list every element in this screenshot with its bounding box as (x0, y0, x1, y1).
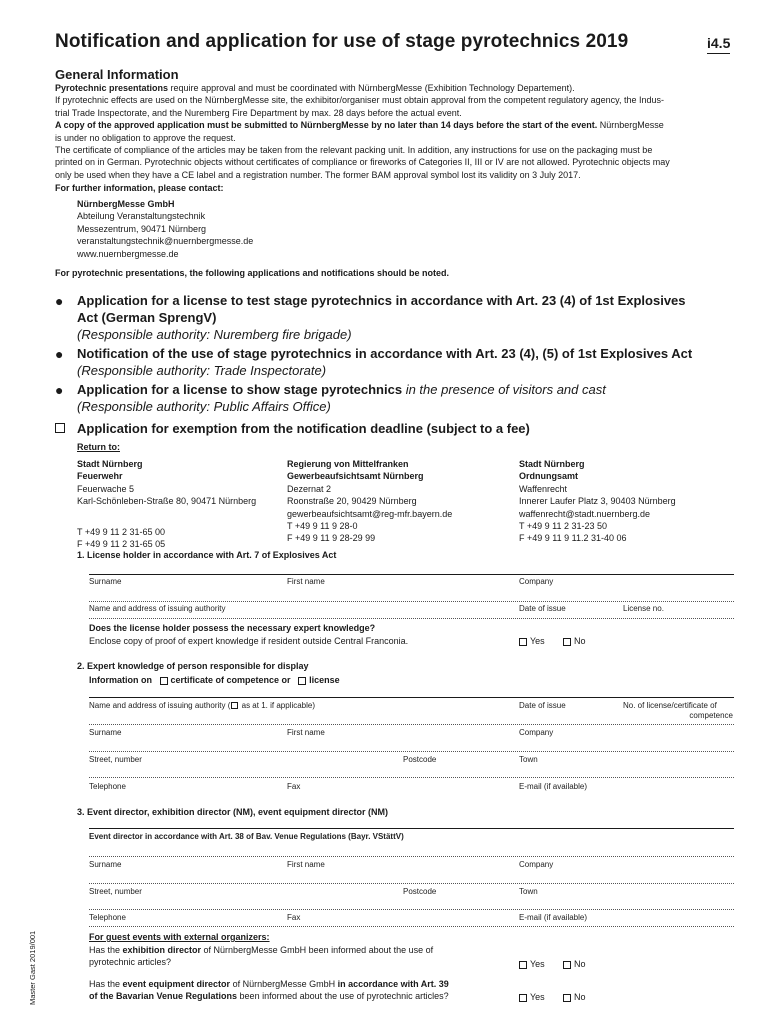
surname-field-label: Surname (89, 860, 122, 869)
page-title: Notification and application for use of stage pyrotechnics 2019 (55, 31, 629, 52)
q1-text: of NürnbergMesse GmbH been informed about the use of (201, 945, 434, 955)
expert-knowledge-question: Does the license holder possess the necessary expert knowledge? (89, 623, 376, 633)
q2-text: been informed about the use of pyrotechnic articles? (237, 991, 449, 1002)
q2-text: Has the (89, 979, 123, 989)
p3-rest: NürnbergMesse (597, 120, 664, 131)
q2-text: of NürnbergMesse GmbH (230, 979, 338, 989)
town-field-label: Town (519, 755, 538, 764)
license-label: license (309, 675, 340, 685)
yes-checkbox[interactable] (519, 961, 527, 969)
date-of-issue-field-label: Date of issue (519, 604, 566, 613)
yes-checkbox[interactable] (519, 994, 527, 1002)
address-line: Waffenrecht (519, 483, 568, 494)
address-line: Karl-Schönleben-Straße 80, 90471 Nürnberg (77, 496, 257, 507)
address-line: Ordnungsamt (519, 471, 579, 482)
q1-yes-option[interactable] (519, 958, 545, 970)
p4c: only be used when they have a CE label and a registration number. The former BAM approval symbol lost its validity on 3 July 2017. (55, 169, 581, 180)
info-on-label: Information on (89, 675, 152, 685)
address-line: Stadt Nürnberg (77, 459, 143, 469)
info-on-row (89, 674, 340, 686)
bullet-icon: ● (55, 346, 64, 362)
license-number-label-2: competence (689, 711, 733, 720)
street-field-label: Street, number (89, 755, 142, 764)
address-phone: T +49 9 11 9 28-0 (287, 521, 358, 532)
address-line: Roonstraße 20, 90429 Nürnberg (287, 496, 417, 507)
q1-bold: exhibition director (122, 945, 202, 955)
surname-field-label: Surname (89, 577, 122, 586)
q1-text: Has the (89, 945, 123, 955)
address-line: Feuerwache 5 (77, 483, 135, 494)
field-rule (89, 777, 734, 778)
no-label: No (574, 992, 586, 1002)
bullet-item-notification (77, 345, 737, 379)
no-label: No (574, 636, 586, 646)
address-line (77, 508, 256, 520)
contact-website: www.nuernbergmesse.de (77, 248, 179, 259)
postcode-field-label: Postcode (403, 755, 437, 764)
address-line: Stadt Nürnberg (519, 459, 585, 469)
bullet-text: Act (German SprengV) (77, 310, 217, 325)
field-rule (89, 724, 734, 725)
address-email: gewerbeaufsichtsamt@reg-mfr.bayern.de (287, 508, 453, 519)
p2a: If pyrotechnic effects are used on the NürnbergMesse site, the exhibitor/organiser must obtain approval from the competent regulatory agency, the Indus- (55, 95, 664, 106)
yes-label: Yes (530, 992, 545, 1002)
bullet-authority: (Responsible authority: Nuremberg fire brigade) (77, 327, 352, 342)
bullet-item-show-license (77, 381, 737, 415)
bullet-text-italic: in the presence of visitors and cast (402, 382, 606, 397)
issuing-authority-field-label: Name and address of issuing authority (89, 604, 226, 613)
expert-yes-option[interactable] (519, 635, 545, 647)
address-line: Gewerbeaufsichtsamt Nürnberg (287, 471, 424, 482)
address-line: Regierung von Mittelfranken (287, 459, 409, 469)
section1-heading: 1. License holder in accordance with Art. 7 of Explosives Act (77, 550, 337, 560)
telephone-field-label: Telephone (89, 782, 126, 791)
section2-heading: 2. Expert knowledge of person responsible for display (77, 661, 309, 671)
bullet-text: Application for a license to test stage pyrotechnics in accordance with Art. 23 (4) of 1st Explosives (77, 293, 686, 308)
company-field-label: Company (519, 577, 554, 586)
q2-bold: of the Bavarian Venue Regulations (89, 991, 238, 1002)
address-line: Dezernat 2 (287, 483, 332, 494)
fax-field-label: Fax (287, 782, 301, 791)
address-line: Innerer Laufer Platz 3, 90403 Nürnberg (519, 496, 676, 507)
bullet-authority: (Responsible authority: Public Affairs Office) (77, 399, 331, 414)
p4a: The certificate of compliance of the articles may be taken from the relevant packing unit. In addition, any instructions for use on the packaging must be (55, 145, 653, 156)
guest-events-heading: For guest events with external organizers: (89, 932, 270, 942)
p4b: printed on in German. Pyrotechnic objects without certificates of compliance or fireworks of Categories II, III or IV are not allowed. Pyrotechnic objects may (55, 157, 670, 168)
field-rule (89, 574, 734, 575)
certificate-checkbox[interactable] (160, 677, 168, 685)
address-fax: F +49 9 11 9 11.2 31-40 06 (519, 533, 627, 544)
event-director-subheading: Event director in accordance with Art. 38 of Bav. Venue Regulations (Bayr. VStättV) (89, 832, 404, 841)
q2-yes-option[interactable] (519, 991, 545, 1003)
bullet-text: Notification of the use of stage pyrotechnics in accordance with Art. 23 (4), (5) of 1st Explosives Act (77, 346, 693, 361)
q2-bold: in accordance with Art. 39 (337, 979, 449, 989)
section3-heading: 3. Event director, exhibition director (NM), event equipment director (NM) (77, 807, 389, 817)
same-as-1-checkbox[interactable] (231, 702, 238, 709)
address-phone: T +49 9 11 2 31-23 50 (519, 521, 607, 532)
company-field-label: Company (519, 728, 554, 737)
p1-bold: Pyrotechnic presentations (55, 83, 169, 93)
field-rule (89, 697, 734, 698)
postcode-field-label: Postcode (403, 887, 437, 896)
no-checkbox[interactable] (563, 994, 571, 1002)
first-name-field-label: First name (287, 577, 325, 586)
telephone-field-label: Telephone (89, 913, 126, 922)
email-field-label: E-mail (if available) (519, 782, 588, 791)
form-version: Master Gast 2019/001 (28, 930, 37, 1005)
return-to-label: Return to: (77, 442, 120, 452)
field-rule (89, 618, 734, 619)
contact-heading: For further information, please contact: (55, 183, 224, 193)
issuing-label-a: Name and address of issuing authority ( (89, 701, 231, 710)
field-rule (89, 828, 734, 829)
q1-no-option[interactable] (563, 958, 586, 970)
field-rule (89, 926, 734, 927)
field-rule (89, 601, 734, 602)
address-fire-brigade (77, 458, 256, 551)
address-public-affairs (519, 458, 676, 545)
fax-field-label: Fax (287, 913, 301, 922)
q2-bold: event equipment director (122, 979, 231, 989)
address-fax: F +49 9 11 9 28-29 99 (287, 533, 376, 544)
bullet-item-test-license (77, 292, 737, 343)
no-checkbox[interactable] (563, 638, 571, 646)
bullet-text: Application for a license to show stage pyrotechnics (77, 382, 403, 397)
yes-label: Yes (530, 636, 545, 646)
p1-rest: require approval and must be coordinated with NürnbergMesse (Exhibition Technology Departement). (168, 83, 575, 93)
enclose-proof-note: Enclose copy of proof of expert knowledge if resident outside Central Franconia. (89, 636, 409, 646)
address-trade-inspectorate (287, 458, 452, 545)
company-field-label: Company (519, 860, 554, 869)
address-fax: F +49 9 11 2 31-65 05 (77, 539, 166, 550)
p2b: trial Trade Inspectorate, and the Nuremberg Fire Department by max. 28 days before the actual event. (55, 107, 462, 118)
license-number-field-label (623, 701, 733, 721)
contact-line: NürnbergMesse GmbH (77, 199, 175, 209)
email-field-label: E-mail (if available) (519, 913, 588, 922)
contact-block (77, 198, 253, 260)
yes-checkbox[interactable] (519, 638, 527, 646)
issuing-authority-field-label (89, 701, 315, 711)
field-rule (89, 909, 734, 910)
first-name-field-label: First name (287, 860, 325, 869)
address-phone: T +49 9 11 2 31-65 00 (77, 527, 165, 538)
license-no-field-label: License no. (623, 604, 664, 613)
general-heading: General Information (55, 67, 179, 82)
p3-bold: A copy of the approved application must be submitted to NürnbergMesse by no later than 14 days before the start of the event. (55, 120, 598, 131)
issuing-label-b: as at 1. if applicable) (239, 701, 316, 710)
no-checkbox[interactable] (563, 961, 571, 969)
certificate-label: certificate of competence or (170, 675, 291, 685)
yes-label: Yes (530, 959, 545, 969)
license-checkbox[interactable] (298, 677, 306, 685)
exemption-label: Application for exemption from the notification deadline (subject to a fee) (77, 421, 530, 436)
field-rule (89, 751, 734, 752)
bullet-authority: (Responsible authority: Trade Inspectorate) (77, 363, 327, 378)
address-email: waffenrecht@stadt.nuernberg.de (519, 508, 651, 519)
town-field-label: Town (519, 887, 538, 896)
contact-email: veranstaltungstechnik@nuernbergmesse.de (77, 236, 254, 247)
exhibition-director-question (89, 944, 509, 969)
surname-field-label: Surname (89, 728, 122, 737)
expert-no-option[interactable] (563, 635, 586, 647)
license-number-label: No. of license/certificate of (623, 701, 717, 710)
no-label: No (574, 959, 586, 969)
contact-line: Messezentrum, 90471 Nürnberg (77, 223, 207, 234)
contact-line: Abteilung Veranstaltungstechnik (77, 211, 206, 222)
p3b: is under no obligation to approve the request. (55, 132, 236, 143)
bullet-icon: ● (55, 293, 64, 309)
address-line: Feuerwehr (77, 471, 123, 482)
q2-no-option[interactable] (563, 991, 586, 1003)
field-rule (89, 856, 734, 857)
field-rule (89, 883, 734, 884)
general-paragraph (55, 82, 735, 181)
first-name-field-label: First name (287, 728, 325, 737)
bullet-icon: ● (55, 382, 64, 398)
presentation-note: For pyrotechnic presentations, the following applications and notifications should be noted. (55, 268, 450, 278)
date-of-issue-field-label: Date of issue (519, 701, 566, 710)
form-number: i4.5 (707, 35, 730, 54)
equipment-director-question (89, 978, 514, 1003)
q1-text: pyrotechnic articles? (89, 957, 172, 968)
exemption-checkbox[interactable] (55, 423, 65, 433)
street-field-label: Street, number (89, 887, 142, 896)
